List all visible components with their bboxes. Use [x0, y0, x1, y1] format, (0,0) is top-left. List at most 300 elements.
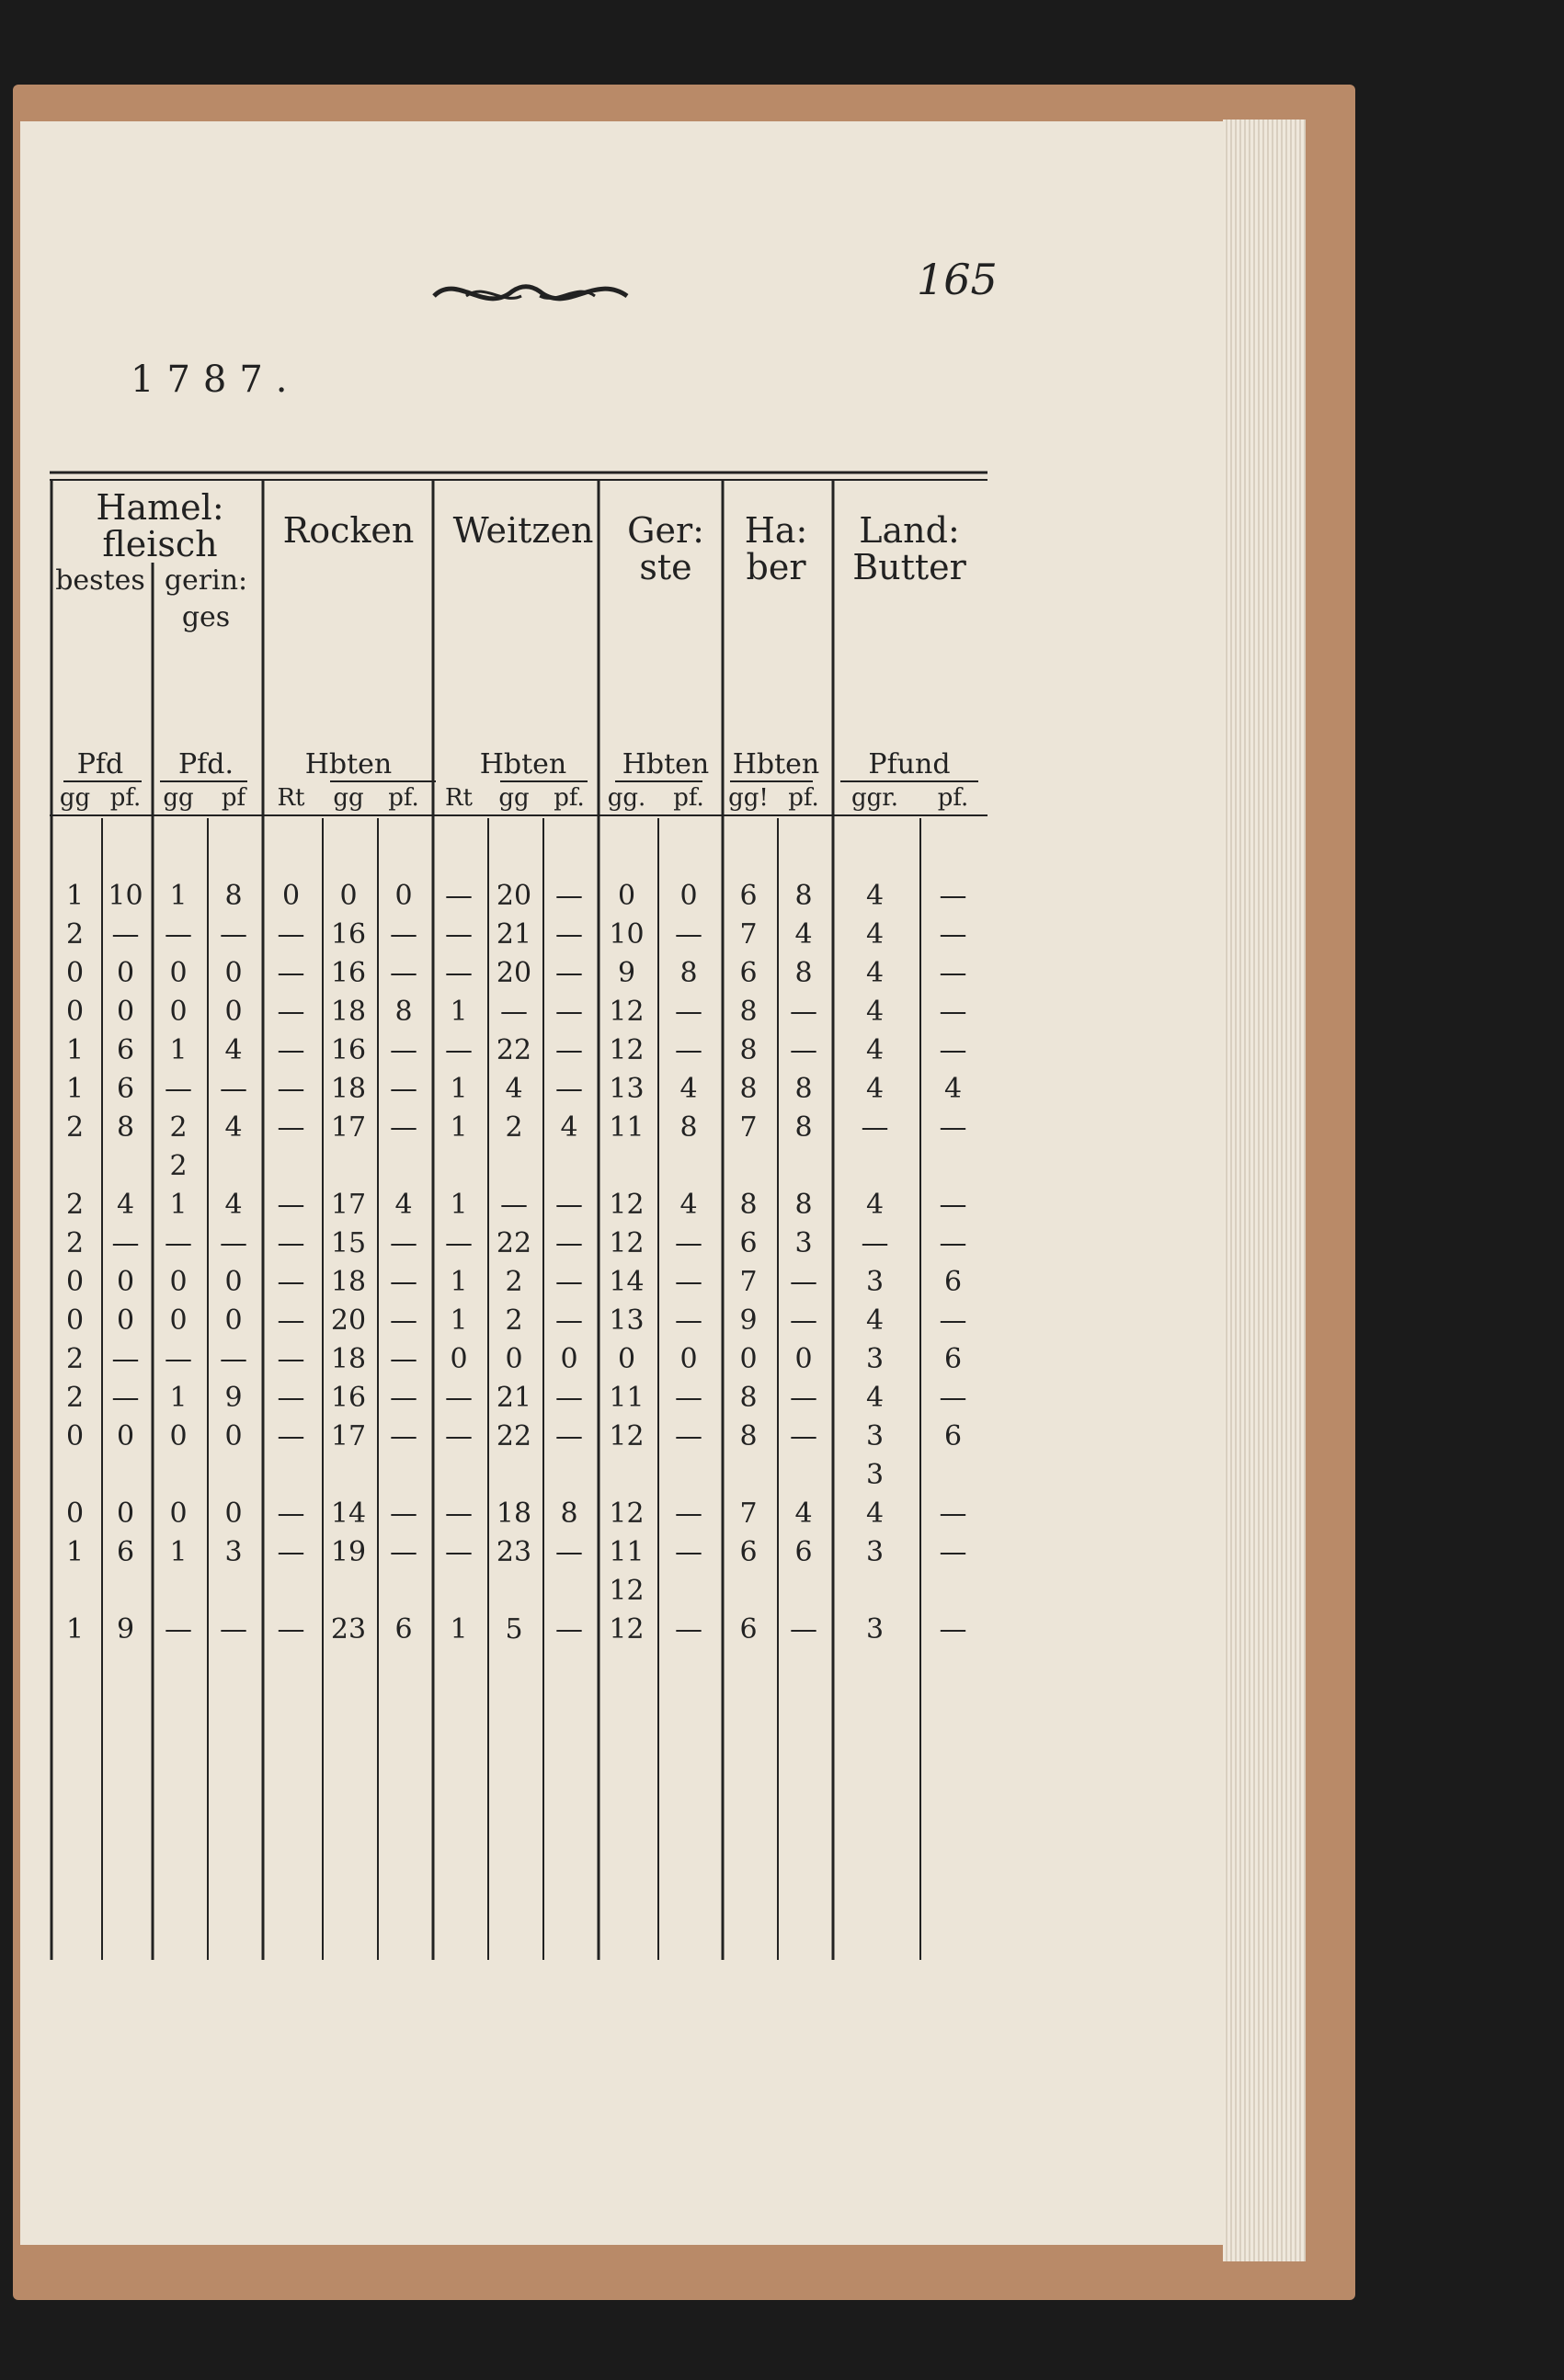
table-cell: 6: [794, 1536, 813, 1568]
header-rocken: Rocken: [282, 510, 415, 551]
table-cell: 12: [609, 1189, 645, 1221]
table-cell: 17: [330, 1420, 367, 1452]
table-cell: 18: [330, 1343, 367, 1375]
table-cell: 6: [943, 1343, 963, 1375]
table-cell: 4: [679, 1189, 698, 1221]
table-cell: 12: [609, 1420, 645, 1452]
table-cell: 4: [679, 1073, 698, 1105]
table-cell: 8: [739, 1382, 758, 1414]
table-cell: 17: [330, 1111, 367, 1144]
table-cell: 1: [169, 1189, 188, 1221]
table-cell: —: [220, 1613, 247, 1646]
table-cell: —: [445, 918, 473, 951]
table-cell: 13: [609, 1304, 645, 1337]
table-cell: —: [675, 1536, 702, 1568]
table-cell: 4: [394, 1189, 413, 1221]
table-cell: —: [675, 1497, 702, 1530]
table-cell: 4: [865, 957, 885, 989]
subheader-cell: gg: [498, 784, 530, 812]
table-cell: 0: [65, 1420, 85, 1452]
page-edges: [1223, 120, 1306, 2261]
table-cell: 0: [339, 880, 358, 912]
table-cell: —: [220, 918, 247, 951]
table-cell: 0: [116, 1497, 135, 1530]
table-cell: —: [390, 1034, 417, 1066]
table-cell: —: [277, 918, 305, 951]
table-cell: 0: [224, 1304, 243, 1337]
table-cell: 18: [330, 996, 367, 1028]
table-cell: 0: [116, 957, 135, 989]
table-cell: 1: [450, 1266, 468, 1298]
header-gerste: [611, 512, 721, 586]
table-cell: 3: [865, 1536, 885, 1568]
table-cell: —: [675, 1613, 702, 1646]
subheader-cell: pf.: [937, 784, 969, 812]
table-cell: —: [555, 918, 583, 951]
table-cell: 5: [505, 1613, 523, 1646]
table-cell: 6: [739, 1536, 758, 1568]
table-cell: —: [111, 1382, 140, 1414]
table-cell: 6: [116, 1034, 135, 1066]
table-cell: 1: [65, 1073, 85, 1105]
table-cell: 7: [739, 918, 758, 951]
table-cell: 2: [65, 918, 85, 951]
header-butter-unit: Pfund: [868, 748, 951, 780]
subheader-cell: pf.: [788, 784, 819, 812]
table-cell: —: [939, 1613, 967, 1646]
table-cell: 0: [116, 1266, 135, 1298]
table-cell: —: [445, 1497, 473, 1530]
header-rocken-unit: Hbten: [304, 748, 393, 780]
table-cell: 0: [116, 996, 135, 1028]
table-cell: 4: [865, 996, 885, 1028]
table-cell: 4: [224, 1189, 243, 1221]
table-cell: 8: [739, 1073, 758, 1105]
header-bestes: bestes: [55, 564, 145, 597]
table-cell: 10: [609, 918, 645, 951]
table-cell: 20: [496, 880, 532, 912]
table-cell: —: [277, 1613, 305, 1646]
book-page: [20, 121, 1225, 2245]
table-cell: —: [390, 1111, 417, 1144]
table-cell: 8: [116, 1111, 135, 1144]
table-cell: 1: [169, 1536, 188, 1568]
table-cell: —: [675, 1034, 702, 1066]
table-cell: 20: [496, 957, 532, 989]
table-cell: 8: [739, 1034, 758, 1066]
table-cell: 0: [65, 1304, 85, 1337]
table-cell: 0: [281, 880, 301, 912]
table-cell: 18: [330, 1073, 367, 1105]
table-cell: 19: [330, 1536, 367, 1568]
table-cell: —: [675, 1420, 702, 1452]
table-cell: 0: [505, 1343, 523, 1375]
table-cell: —: [277, 1536, 305, 1568]
table-cell: 0: [169, 1497, 188, 1530]
table-cell: 3: [794, 1227, 813, 1259]
subheader-cell: ggr.: [850, 784, 899, 812]
table-cell: 16: [330, 957, 367, 989]
table-cell: 8: [679, 1111, 698, 1144]
page-number: 165: [917, 255, 998, 304]
subheader-cell: gg: [59, 784, 91, 812]
table-cell: —: [445, 880, 473, 912]
table-cell: —: [939, 1382, 967, 1414]
subheader-cell: pf.: [388, 784, 419, 812]
table-cell: 8: [394, 996, 413, 1028]
table-cell: —: [277, 1111, 305, 1144]
table-cell: 4: [943, 1073, 963, 1105]
table-cell: —: [500, 1189, 528, 1221]
table-cell: 0: [679, 880, 698, 912]
table-cell: 4: [865, 1189, 885, 1221]
table-cell: 9: [116, 1613, 135, 1646]
table-cell: 1: [450, 996, 468, 1028]
table-cell: —: [111, 1343, 140, 1375]
table-cell: —: [790, 1266, 817, 1298]
table-cell: 11: [609, 1382, 645, 1414]
table-cell: 4: [224, 1034, 243, 1066]
table-cell: 12: [609, 1034, 645, 1066]
table-cell: —: [555, 1613, 583, 1646]
table-cell: 4: [794, 918, 813, 951]
table-cell: 1: [65, 880, 85, 912]
subheader-cell: pf: [221, 784, 246, 812]
table-cell: 15: [330, 1227, 367, 1259]
table-cell: —: [277, 1382, 305, 1414]
table-cell: 16: [330, 1034, 367, 1066]
table-cell: 4: [865, 1497, 885, 1530]
table-cell: 2: [505, 1304, 523, 1337]
table-cell: 7: [739, 1497, 758, 1530]
table-cell: 12: [609, 1497, 645, 1530]
header-butter-line2: Butter: [852, 547, 966, 587]
table-cell: 0: [560, 1343, 578, 1375]
table-cell: 22: [496, 1034, 532, 1066]
table-cell: —: [555, 1420, 583, 1452]
header-gering-line2: ges: [181, 601, 231, 633]
header-haber-line2: ber: [746, 547, 806, 587]
table-cell: 14: [330, 1497, 367, 1530]
table-cell: —: [165, 1343, 192, 1375]
header-butter-line1: Land:: [859, 510, 960, 551]
table-cell: 8: [739, 1189, 758, 1221]
table-cell: —: [555, 1189, 583, 1221]
table-cell: 2: [169, 1150, 188, 1182]
table-cell: 2: [505, 1111, 523, 1144]
table-cell: 4: [560, 1111, 578, 1144]
table-cell: 1: [169, 1034, 188, 1066]
table-cell: —: [277, 996, 305, 1028]
table-cell: —: [445, 957, 473, 989]
table-cell: 1: [450, 1073, 468, 1105]
table-cell: —: [277, 1304, 305, 1337]
table-cell: 0: [65, 1497, 85, 1530]
table-cell: —: [390, 918, 417, 951]
subheader-cell: gg: [333, 784, 364, 812]
table-cell: —: [165, 1227, 192, 1259]
table-cell: 0: [169, 1420, 188, 1452]
table-cell: 0: [169, 1266, 188, 1298]
table-cell: —: [277, 1189, 305, 1221]
table-cell: —: [277, 1343, 305, 1375]
table-cell: 8: [739, 996, 758, 1028]
table-cell: 2: [505, 1266, 523, 1298]
table-cell: —: [277, 1420, 305, 1452]
table-cell: 0: [169, 957, 188, 989]
table-cell: —: [111, 918, 140, 951]
table-cell: —: [445, 1420, 473, 1452]
table-cell: 23: [496, 1536, 532, 1568]
table-cell: 7: [739, 1111, 758, 1144]
table-cell: 0: [116, 1304, 135, 1337]
table-cell: —: [675, 1304, 702, 1337]
table-cell: 22: [496, 1420, 532, 1452]
table-cell: —: [390, 1266, 417, 1298]
table-cell: —: [939, 1227, 967, 1259]
table-cell: 6: [739, 1613, 758, 1646]
table-cell: 14: [609, 1266, 645, 1298]
table-cell: —: [939, 918, 967, 951]
table-cell: 21: [496, 918, 532, 951]
table-cell: 1: [65, 1536, 85, 1568]
table-cell: 2: [65, 1189, 85, 1221]
table-cell: —: [939, 957, 967, 989]
table-cell: 6: [116, 1536, 135, 1568]
subheader-cell: Rt: [277, 784, 305, 812]
table-cell: 8: [794, 880, 813, 912]
table-cell: 0: [116, 1420, 135, 1452]
table-cell: 0: [739, 1343, 758, 1375]
table-cell: —: [165, 1073, 192, 1105]
table-cell: 4: [865, 918, 885, 951]
table-cell: —: [390, 1497, 417, 1530]
table-cell: 4: [865, 1382, 885, 1414]
header-hammelfleisch: [68, 489, 252, 563]
header-hammelfleisch-line2: fleisch: [102, 524, 218, 564]
table-cell: 8: [739, 1420, 758, 1452]
header-bestes-unit: Pfd: [76, 748, 124, 780]
table-cell: 12: [609, 1575, 645, 1607]
table-cell: —: [277, 1266, 305, 1298]
table-cell: —: [790, 1382, 817, 1414]
table-cell: 1: [450, 1304, 468, 1337]
table-cell: —: [675, 996, 702, 1028]
table-cell: —: [790, 1034, 817, 1066]
year-heading: 1787.: [131, 359, 301, 401]
header-weitzen-unit: Hbten: [479, 748, 567, 780]
table-cell: 8: [224, 880, 243, 912]
table-cell: 8: [794, 1073, 813, 1105]
subheader-cell: gg: [163, 784, 194, 812]
table-cell: 1: [169, 880, 188, 912]
table-cell: 1: [169, 1382, 188, 1414]
table-cell: —: [390, 1227, 417, 1259]
table-cell: —: [390, 1304, 417, 1337]
table-cell: 9: [617, 957, 636, 989]
table-cell: 1: [450, 1189, 468, 1221]
table-cell: 6: [116, 1073, 135, 1105]
table-cell: 16: [330, 918, 367, 951]
table-cell: 3: [865, 1459, 885, 1491]
table-cell: —: [939, 1111, 967, 1144]
table-cell: —: [165, 1613, 192, 1646]
table-cell: —: [675, 918, 702, 951]
table-cell: 2: [65, 1343, 85, 1375]
table-cell: —: [675, 1266, 702, 1298]
table-cell: 18: [330, 1266, 367, 1298]
table-cell: 6: [739, 957, 758, 989]
table-cell: —: [220, 1073, 247, 1105]
header-gering-unit: Pfd.: [177, 748, 234, 780]
table-cell: 0: [394, 880, 413, 912]
table-cell: 9: [739, 1304, 758, 1337]
subheader-cell: Rt: [444, 784, 474, 812]
table-cell: —: [445, 1034, 473, 1066]
table-cell: 21: [496, 1382, 532, 1414]
table-cell: 10: [108, 880, 143, 912]
table-cell: —: [790, 1304, 817, 1337]
table-cell: 9: [224, 1382, 243, 1414]
table-cell: —: [555, 1034, 583, 1066]
table-cell: 2: [65, 1111, 85, 1144]
table-cell: 0: [169, 996, 188, 1028]
table-cell: —: [939, 1304, 967, 1337]
table-cell: 0: [679, 1343, 698, 1375]
table-cell: 12: [609, 996, 645, 1028]
table-cell: —: [277, 1227, 305, 1259]
table-cell: 8: [794, 1111, 813, 1144]
table-cell: 1: [450, 1111, 468, 1144]
table-cell: —: [790, 1420, 817, 1452]
table-cell: —: [390, 1382, 417, 1414]
table-cell: —: [555, 1073, 583, 1105]
header-haber: [721, 512, 831, 586]
table-cell: —: [500, 996, 528, 1028]
table-cell: —: [675, 1382, 702, 1414]
table-cell: 4: [505, 1073, 523, 1105]
table-cell: 0: [224, 1497, 243, 1530]
subheader-cell: gg.: [607, 784, 646, 812]
table-cell: 16: [330, 1382, 367, 1414]
table-cell: —: [390, 1536, 417, 1568]
table-cell: 8: [794, 1189, 813, 1221]
table-cell: 8: [679, 957, 698, 989]
table-cell: 3: [865, 1613, 885, 1646]
table-cell: —: [555, 1382, 583, 1414]
header-gering-line1: gerin:: [164, 564, 248, 597]
table-cell: —: [390, 957, 417, 989]
table-cell: 12: [609, 1227, 645, 1259]
header-gerste-unit: Hbten: [622, 748, 710, 780]
table-cell: 1: [65, 1613, 85, 1646]
table-cell: 12: [609, 1613, 645, 1646]
table-cell: 11: [609, 1111, 645, 1144]
table-cell: —: [939, 1034, 967, 1066]
header-gerste-line2: ste: [639, 547, 692, 587]
table-cell: 2: [169, 1111, 188, 1144]
table-cell: —: [555, 1266, 583, 1298]
table-cell: 4: [865, 1073, 885, 1105]
flourish-ornament-icon: [429, 268, 632, 324]
table-cell: —: [555, 1304, 583, 1337]
table-cell: 0: [65, 957, 85, 989]
table-cell: 6: [739, 880, 758, 912]
header-butter: [831, 512, 987, 586]
table-cell: 7: [739, 1266, 758, 1298]
table-cell: 4: [865, 1034, 885, 1066]
table-cell: 4: [794, 1497, 813, 1530]
table-cell: 0: [169, 1304, 188, 1337]
header-haber-unit: Hbten: [732, 748, 820, 780]
table-cell: 6: [943, 1420, 963, 1452]
subheader-cell: pf.: [109, 784, 142, 812]
subheader-cell: gg!: [728, 784, 769, 812]
table-cell: —: [390, 1343, 417, 1375]
table-cell: —: [675, 1227, 702, 1259]
header-hammelfleisch-line1: Hamel:: [96, 487, 224, 528]
header-weitzen: Weitzen: [452, 510, 594, 551]
table-cell: 0: [224, 1266, 243, 1298]
table-cell: 20: [330, 1304, 367, 1337]
table-cell: —: [939, 996, 967, 1028]
table-cell: 2: [65, 1382, 85, 1414]
table-cell: 17: [330, 1189, 367, 1221]
table-cell: 0: [450, 1343, 468, 1375]
table-cell: 1: [65, 1034, 85, 1066]
table-cell: —: [939, 1189, 967, 1221]
table-cell: 0: [617, 880, 636, 912]
table-cell: 6: [943, 1266, 963, 1298]
table-cell: 0: [65, 996, 85, 1028]
table-cell: —: [861, 1111, 889, 1144]
table-cell: 4: [224, 1111, 243, 1144]
table-cell: 4: [865, 880, 885, 912]
table-cell: —: [277, 957, 305, 989]
table-cell: —: [555, 957, 583, 989]
table-cell: 4: [116, 1189, 135, 1221]
table-cell: 0: [65, 1266, 85, 1298]
table-cell: —: [165, 918, 192, 951]
table-cell: —: [277, 1034, 305, 1066]
table-cell: 3: [865, 1266, 885, 1298]
price-table: [50, 471, 987, 1964]
table-cell: 0: [224, 996, 243, 1028]
table-cell: —: [220, 1227, 247, 1259]
table-cell: —: [861, 1227, 889, 1259]
table-cell: 13: [609, 1073, 645, 1105]
table-cell: —: [790, 1613, 817, 1646]
table-cell: 3: [865, 1420, 885, 1452]
table-cell: 0: [224, 957, 243, 989]
table-cell: —: [390, 1420, 417, 1452]
table-cell: —: [555, 1536, 583, 1568]
table-cell: —: [111, 1227, 140, 1259]
table-cell: —: [445, 1536, 473, 1568]
table-cell: 11: [609, 1536, 645, 1568]
subheader-cell: pf.: [554, 784, 585, 812]
table-cell: 0: [224, 1420, 243, 1452]
table-cell: 6: [394, 1613, 413, 1646]
table-cell: 4: [865, 1304, 885, 1337]
table-cell: 8: [560, 1497, 578, 1530]
table-cell: —: [939, 880, 967, 912]
table-cell: —: [939, 1536, 967, 1568]
table-cell: —: [555, 1227, 583, 1259]
table-cell: 2: [65, 1227, 85, 1259]
table-cell: —: [445, 1227, 473, 1259]
table-cell: —: [390, 1073, 417, 1105]
